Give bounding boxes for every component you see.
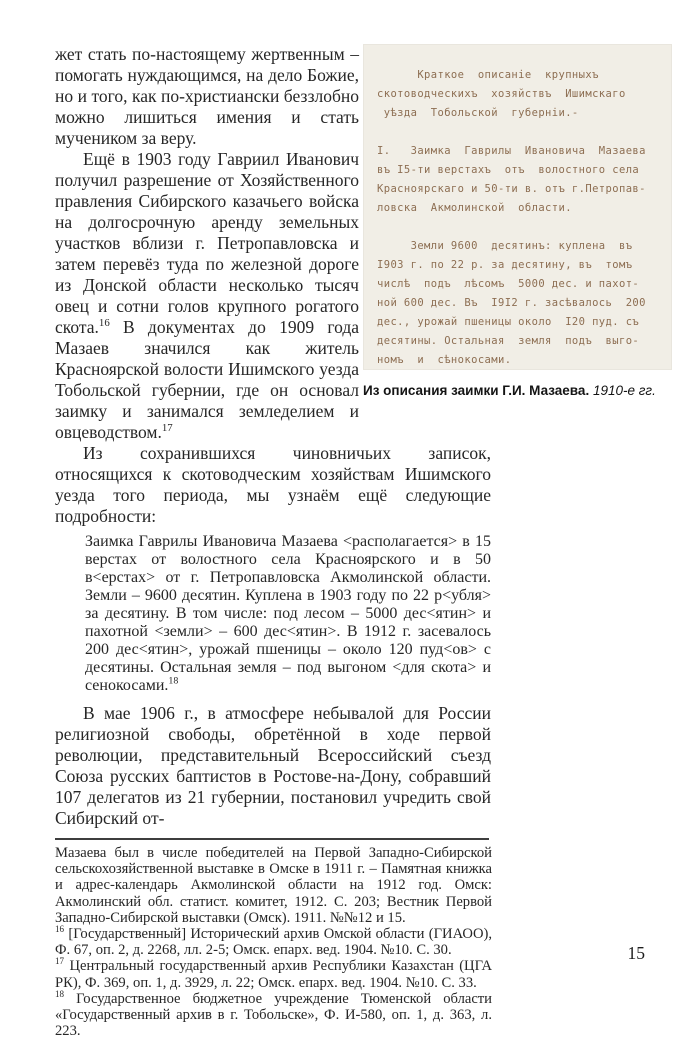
paragraph (55, 149, 359, 443)
footnote-text: Центральный государственный архив Республики Казахстан (ЦГА РК), Ф. 369, оп. 1, д. 3929, л. 22; Омск. епарх. вед. 1904. №10. С. 33. (55, 958, 492, 991)
text-column (55, 44, 359, 443)
footnote-ref-17: 17 (161, 422, 173, 435)
paragraph-continuation: жет стать по-настоящему жертвенным – помогать нуждающимся, на дело Божие, но и того, как по-христиански беззлобно можно лишиться имения и стать мучеником за веру. (55, 44, 359, 148)
typewriter-line: десятины. Остальная земля подъ выго- (377, 335, 640, 347)
footnote-continuation: Мазаева был в числе победителей на Первой Западно-Сибирской сельскохозяйственной выставке в Омске в 1911 г. – Памятная книжка и адрес-календарь Акмолинской области на 1912 год. Омск: Акмолинский обл. статист. комитет, 1912. С. 203; Вестник Первой Западно-Сибирской выставки (Омск). 1911. №№12 и 15. (55, 845, 492, 926)
caption-period: 1910-е гг. (592, 383, 656, 398)
footnote-marker: 18 (55, 988, 65, 999)
typewritten-document-photo (363, 44, 672, 370)
typewriter-line: І903 г. по 22 р. за десятину, въ томъ (377, 259, 633, 271)
typewriter-line: ловска Акмолинской области. (377, 202, 572, 214)
paragraph: Из сохранившихся чиновничьих записок, относящихся к скотоводческим хозяйствам Ишимского уезда того периода, мы узнаём ещё следующие подробности: (55, 443, 491, 526)
figure-caption (363, 382, 672, 399)
quote-block (85, 533, 491, 695)
footnote-marker: 17 (55, 956, 65, 967)
footnote-ref-16: 16 (98, 317, 110, 330)
footnote (55, 926, 492, 958)
typewriter-line: ной 600 дес. Въ І9І2 г. засѣвалось 200 (377, 297, 646, 309)
typewriter-line: уѣзда Тобольской губерніи.- (377, 107, 579, 119)
typewriter-line (377, 218, 660, 237)
quote-text: Заимка Гаврилы Ивановича Мазаева <располагается> в 15 верстах от волостного села Красноярского и в 50 в<ерстах> от г. Петропавловска Акмолинской области. Земли – 9600 десятин. Куплена в 1903 году по 22 р<убля> за десятину. В том числе: под лесом – 5000 дес<ятин> и пахотной <земли> – 600 дес<ятин>. В 1912 г. засевалось 200 дес<ятин>, урожай пшеницы – около 120 пуд<ов> с десятины. Остальная земля – под выгоном <для скота> и сенокосами. (85, 533, 491, 694)
top-section (55, 44, 672, 443)
typewriter-line (377, 123, 660, 142)
caption-title: Из описания заимки Г.И. Мазаева. (363, 383, 590, 398)
footnote-text: Государственное бюджетное учреждение Тюменской области «Государственный архив в г. Тобольске», Ф. И-580, оп. 1, д. 363, л. 223. (55, 990, 492, 1039)
paragraph: В мае 1906 г., в атмосфере небывалой для России религиозной свободы, обретённой в ходе первой революции, представительный Всероссийский съезд Союза русских баптистов в Ростове-на-Дону, собравший 107 делегатов из 21 губернии, постановил учредить свой Сибирский от- (55, 703, 491, 828)
typewriter-line: Красноярскаго и 50-ти в. отъ г.Петропав- (377, 183, 646, 195)
footnote (55, 988, 492, 1039)
typewriter-line: І. Заимка Гаврилы Ивановича Мазаева (377, 145, 646, 157)
document-figure (363, 44, 672, 399)
typewriter-line: въ І5-ти верстахъ отъ волостного села (377, 164, 640, 176)
footnote-marker: 16 (55, 924, 65, 935)
typewriter-line: Земли 9600 десятинъ: куплена въ (377, 240, 633, 252)
footnote-rule (55, 838, 489, 840)
page-number: 15 (627, 943, 645, 963)
footnote (55, 958, 492, 990)
typewriter-line: скотоводческихъ хозяйствъ Ишимскаго (377, 88, 626, 100)
typewriter-line: номъ и сѣнокосами. (377, 354, 512, 366)
typewriter-line: дес., урожай пшеницы около І20 пуд. съ (377, 316, 640, 328)
footnote-text: [Государственный] Исторический архив Омской области (ГИАОО), Ф. 67, оп. 2, д. 2268, лл. 2-5; Омск. епарх. вед. 1904. №10. С. 30. (55, 926, 492, 959)
typewriter-line: Краткое описаніе крупныхъ (377, 69, 599, 81)
footnote-block (55, 838, 492, 1039)
paragraph-text: В документах до 1909 года Мазаев значился как житель Красноярской волости Ишимского уезда Тобольской губернии, где он основал заимку и занимался земледелием и овцеводством. (55, 317, 359, 442)
typewriter-line: числѣ подъ лѣсомъ 5000 дес. и пахот- (377, 278, 640, 290)
paragraph-text: Ещё в 1903 году Гавриил Иванович получил разрешение от Хозяйственного правления Сибирского казачьего войска на долгосрочную аренду земельных участков вблизи г. Петропавловска и затем перевёз туда по железной дороге из Донской области несколько тысяч овец и сотни голов крупного рогатого скота. (55, 149, 359, 337)
footnote-ref-18: 18 (168, 675, 179, 687)
